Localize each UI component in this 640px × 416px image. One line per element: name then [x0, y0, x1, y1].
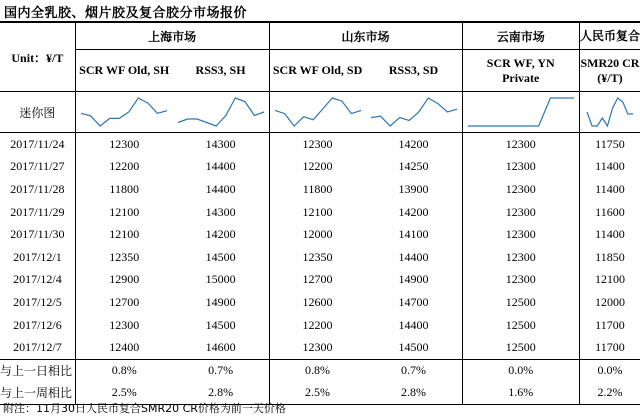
- cell-value: 14250: [398, 159, 429, 174]
- sparkline-row: [0, 92, 640, 133]
- change-value: 2.5%: [269, 382, 365, 405]
- sparkline-chart-c2: [174, 94, 268, 130]
- price-table: [0, 21, 640, 405]
- cell-value: 12700: [75, 291, 172, 314]
- row-date: 2017/12/6: [13, 317, 62, 332]
- row-date: 2017/11/29: [10, 204, 65, 219]
- change-value: 0.8%: [75, 359, 172, 382]
- row-date: 2017/11/30: [10, 227, 65, 242]
- sparkline-series: [81, 98, 167, 126]
- cell-value: 14200: [398, 204, 429, 219]
- cell-value: 14500: [205, 249, 236, 264]
- cell-value: 14300: [205, 204, 236, 219]
- sparkline-series: [275, 98, 361, 126]
- sparkline-c2: [173, 92, 269, 133]
- table-row: [0, 201, 640, 224]
- cell-value: 12350: [75, 246, 172, 269]
- cell-value: 14100: [398, 227, 429, 242]
- cell-value: 12300: [462, 133, 579, 156]
- cell-value: 11800: [269, 178, 365, 201]
- row-date: 2017/11/28: [10, 181, 65, 196]
- cell-value: 12100: [269, 201, 365, 224]
- cell-value: 14400: [205, 181, 236, 196]
- cell-value: 12500: [462, 336, 579, 359]
- cell-value: 14700: [398, 294, 429, 309]
- cell-value: 12500: [462, 314, 579, 337]
- table-row: [0, 269, 640, 292]
- row-date: 2017/12/1: [13, 249, 62, 264]
- sparkline-c5: [462, 92, 579, 133]
- cell-value: 13900: [398, 181, 429, 196]
- unit-label: Unit：¥/T: [0, 22, 75, 92]
- sparkline-chart-c6: [583, 94, 637, 130]
- cell-value: 12200: [269, 156, 365, 179]
- change-row-daily: [0, 359, 640, 382]
- cell-value: 11700: [579, 336, 640, 359]
- cell-value: 14500: [398, 340, 429, 355]
- cell-value: 14400: [398, 249, 429, 264]
- table-row: [0, 178, 640, 201]
- column-header-row: [0, 50, 640, 92]
- table-row: [0, 133, 640, 156]
- change-value: 0.0%: [462, 359, 579, 382]
- cell-value: 11400: [579, 156, 640, 179]
- market-shandong: 山东市场: [269, 22, 462, 50]
- market-header-row: [0, 22, 640, 50]
- sparkline-series: [178, 98, 264, 126]
- table-row: [0, 156, 640, 179]
- table-row: [0, 336, 640, 359]
- change-value: 2.8%: [173, 382, 269, 405]
- cell-value: 12300: [462, 201, 579, 224]
- col-rss3-sd: RSS3, SD: [366, 50, 462, 92]
- cell-value: 12350: [269, 246, 365, 269]
- cell-value: 12900: [75, 269, 172, 292]
- cell-value: 11850: [579, 246, 640, 269]
- cell-value: 14500: [205, 317, 236, 332]
- cell-value: 12300: [75, 314, 172, 337]
- footnote: 附注：11月30日人民币复合SMR20 CR价格为前一天价格: [3, 402, 286, 415]
- sparkline-series: [468, 98, 574, 126]
- cell-value: 11600: [579, 201, 640, 224]
- sparkline-chart-c3: [271, 94, 365, 130]
- sparkline-series: [587, 98, 633, 126]
- cell-value: 12300: [75, 133, 172, 156]
- cell-value: 14200: [398, 136, 429, 151]
- cell-value: 11400: [579, 178, 640, 201]
- cell-value: 14600: [205, 340, 236, 355]
- sparkline-chart-c5: [464, 94, 578, 130]
- cell-value: 11750: [579, 133, 640, 156]
- cell-value: 12300: [462, 178, 579, 201]
- cell-value: 12100: [579, 269, 640, 292]
- cell-value: 14300: [205, 136, 236, 151]
- sparkline-series: [371, 98, 457, 126]
- row-date: 2017/11/27: [10, 159, 65, 174]
- table-row: [0, 291, 640, 314]
- cell-value: 12400: [75, 336, 172, 359]
- cell-value: 12000: [269, 223, 365, 246]
- cell-value: 12300: [269, 133, 365, 156]
- cell-value: 12700: [269, 269, 365, 292]
- market-rmb-composite: 人民币复合: [579, 22, 640, 50]
- change-value: 0.7%: [173, 359, 269, 382]
- cell-value: 12300: [462, 269, 579, 292]
- cell-value: 14400: [398, 317, 429, 332]
- row-date: 2017/11/24: [10, 136, 65, 151]
- cell-value: 11800: [75, 178, 172, 201]
- cell-value: 12300: [269, 336, 365, 359]
- change-label-daily: 与上一日相比: [0, 359, 75, 382]
- cell-value: 12000: [579, 291, 640, 314]
- change-value: 0.0%: [579, 359, 640, 382]
- table-row: [0, 246, 640, 269]
- cell-value: 12200: [75, 156, 172, 179]
- change-value: 2.2%: [579, 382, 640, 405]
- change-value: 0.7%: [366, 359, 462, 382]
- row-date: 2017/12/5: [13, 294, 62, 309]
- col-scr-wf-sd: SCR WF Old, SD: [269, 50, 365, 92]
- cell-value: 12100: [75, 201, 172, 224]
- sparkline-c6: [579, 92, 640, 133]
- cell-value: 11400: [579, 223, 640, 246]
- row-date: 2017/12/7: [13, 340, 62, 355]
- cell-value: 12500: [462, 291, 579, 314]
- page-title: 国内全乳胶、烟片胶及复合胶分市场报价: [4, 6, 248, 21]
- col-scr-wf-sh: SCR WF Old, SH: [75, 50, 172, 92]
- cell-value: 12300: [462, 156, 579, 179]
- cell-value: 12200: [269, 314, 365, 337]
- cell-value: 12600: [269, 291, 365, 314]
- col-scr-wf-yn: SCR WF, YN Private: [462, 50, 579, 92]
- change-value: 2.8%: [366, 382, 462, 405]
- cell-value: 12300: [462, 223, 579, 246]
- market-yunnan: 云南市场: [462, 22, 579, 50]
- sparkline-chart-c4: [367, 94, 461, 130]
- table-row: [0, 223, 640, 246]
- col-rss3-sh: RSS3, SH: [173, 50, 269, 92]
- market-shanghai: 上海市场: [75, 22, 269, 50]
- sparkline-label: 迷你图: [0, 92, 75, 133]
- cell-value: 14900: [205, 294, 236, 309]
- change-value: 2.5%: [75, 382, 172, 405]
- sparkline-c1: [75, 92, 172, 133]
- cell-value: 12100: [75, 223, 172, 246]
- sparkline-c3: [269, 92, 365, 133]
- table-row: [0, 314, 640, 337]
- cell-value: 14400: [205, 159, 236, 174]
- change-label-weekly: 与上一周相比: [0, 382, 75, 405]
- cell-value: 14900: [398, 272, 429, 287]
- cell-value: 14200: [205, 227, 236, 242]
- cell-value: 12300: [462, 246, 579, 269]
- sparkline-chart-c1: [77, 94, 171, 130]
- cell-value: 15000: [205, 272, 236, 287]
- sparkline-c4: [366, 92, 462, 133]
- change-value: 0.8%: [269, 359, 365, 382]
- col-smr20-cr: SMR20 CR (¥/T): [579, 50, 640, 92]
- change-value: 1.6%: [462, 382, 579, 405]
- cell-value: 11700: [579, 314, 640, 337]
- row-date: 2017/12/4: [13, 272, 62, 287]
